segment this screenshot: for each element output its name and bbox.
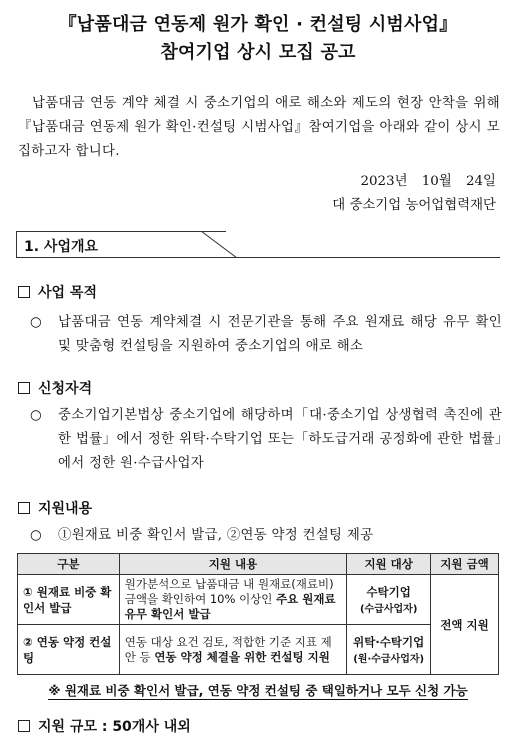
section-header-slant — [201, 231, 237, 258]
support-item — [30, 524, 502, 548]
circle-bullet-icon: ○ — [30, 315, 42, 330]
square-bullet-icon — [18, 286, 30, 298]
purpose-heading — [18, 282, 97, 302]
row-description-highlight: 연동 약정 체결을 위한 컨설팅 지원 — [154, 649, 330, 664]
table-header-row — [18, 554, 499, 575]
table-header: 지원 금액 — [431, 554, 499, 575]
circle-bullet-icon: ○ — [30, 528, 42, 543]
square-bullet-icon — [18, 720, 30, 732]
support-amount: 전액 지원 — [431, 575, 499, 675]
table-header: 지원 대상 — [347, 554, 431, 575]
issuing-organization: 대 중소기업 농어업협력재단 — [332, 198, 496, 213]
table-row — [18, 625, 499, 675]
row-target-sub: (수급사업자) — [359, 604, 418, 615]
table-header: 지원 내용 — [119, 554, 346, 575]
eligibility-heading-text: 신청자격 — [38, 381, 93, 397]
row-category: ① 원재료 비중 확인서 발급 — [18, 575, 120, 625]
page-title: 『납품대금 연동제 원가 확인 · 컨설팅 시범사업』 — [58, 14, 458, 35]
section-header-underline — [16, 257, 500, 258]
issue-date: 2023년 10월 24일 — [360, 174, 496, 189]
scale-heading — [18, 716, 191, 736]
purpose-text: 납품대금 연동 계약체결 시 전문기관을 통해 주요 원재료 해당 유무 확인 및 맞춤형 컨설팅을 지원하여 중소기업의 애로 해소 — [58, 315, 502, 354]
row-description — [119, 575, 346, 625]
row-target-name: 수탁기업 — [366, 585, 411, 599]
row-target — [347, 625, 431, 675]
row-description-text: 연동 대상 요건 검토, 적합한 기준 지표 제안 등 — [124, 634, 332, 664]
row-category: ② 연동 약정 컨설팅 — [18, 625, 120, 675]
row-description-highlight: 주요 원재료 유무 확인서 발급 — [124, 592, 336, 621]
section-title: 1. 사업개요 — [24, 239, 99, 255]
row-target — [347, 575, 431, 625]
page-subtitle: 참여기업 상시 모집 공고 — [160, 42, 356, 63]
support-note — [0, 681, 516, 699]
circle-bullet-icon: ○ — [30, 408, 42, 423]
support-heading — [18, 498, 92, 518]
row-description-text: 원가분석으로 납품대금 내 원재료(재료비) 금액을 확인하여 10% 이상인 — [124, 577, 334, 606]
table-header: 구분 — [18, 554, 120, 575]
row-target-name: 위탁·수탁기업 — [353, 635, 425, 649]
square-bullet-icon — [18, 502, 30, 514]
purpose-item — [30, 311, 502, 359]
eligibility-item — [30, 404, 502, 476]
eligibility-heading — [18, 378, 92, 398]
row-target-sub: (원·수급사업자) — [353, 654, 425, 665]
table-row — [18, 575, 499, 625]
support-text: ①원재료 비중 확인서 발급, ②연동 약정 컨설팅 제공 — [58, 528, 374, 543]
eligibility-text: 중소기업기본법상 중소기업에 해당하며「대·중소기업 상생협력 촉진에 관한 법률」에서 정한 위탁·수탁기업 또는「하도급거래 공정화에 관한 법률」에서 정한 원·수급사업자 — [58, 408, 502, 471]
support-heading-text: 지원내용 — [38, 501, 93, 517]
square-bullet-icon — [18, 382, 30, 394]
purpose-heading-text: 사업 목적 — [38, 285, 97, 301]
support-note-text: ※ 원재료 비중 확인서 발급, 연동 약정 컨설팅 중 택일하거나 모두 신청 가능 — [48, 683, 468, 698]
row-description — [119, 625, 346, 675]
scale-heading-text: 지원 규모 : 50개사 내외 — [38, 719, 191, 735]
support-table — [17, 553, 499, 675]
intro-paragraph: 납품대금 연동 계약 체결 시 중소기업의 애로 해소와 제도의 현장 안착을 위해 『납품대금 연동제 원가 확인·컨설팅 시범사업』참여기업을 아래와 같이 상시 모집하고자 합니다. — [18, 96, 500, 159]
